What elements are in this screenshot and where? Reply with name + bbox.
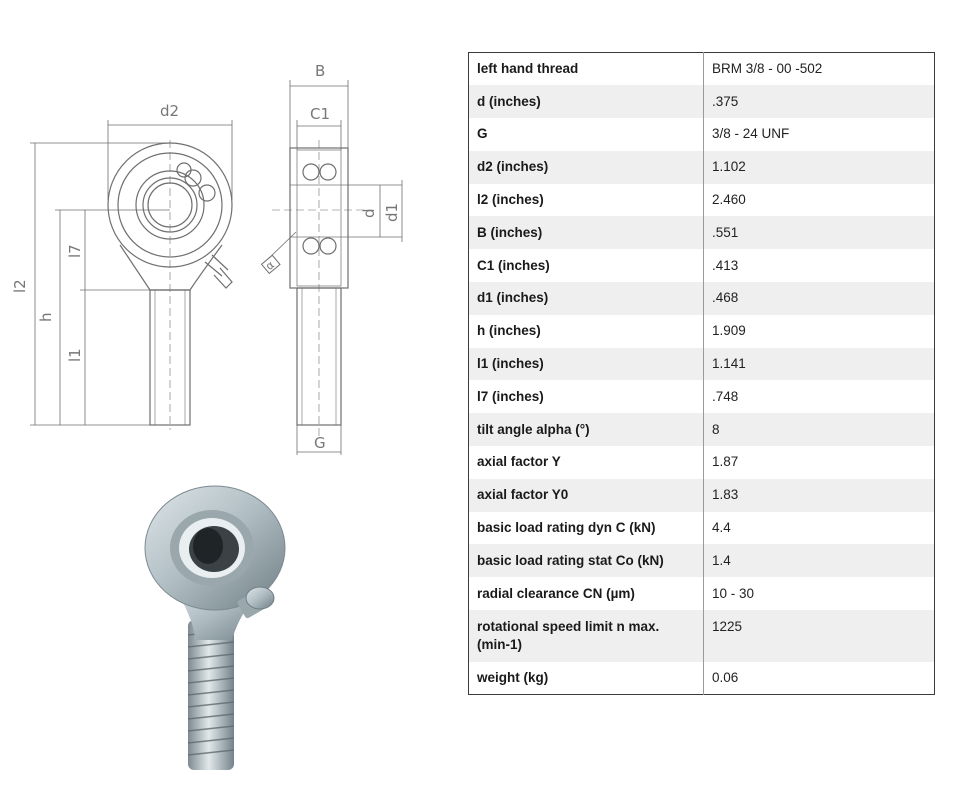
param-value: 1.87 xyxy=(704,446,935,479)
table-row xyxy=(469,446,935,479)
table-row xyxy=(469,610,935,662)
table-row xyxy=(469,216,935,249)
param-label: d (inches) xyxy=(469,85,704,118)
dim-label-l2: l2 xyxy=(11,279,29,293)
param-label: left hand thread xyxy=(469,53,704,86)
param-value: 1.83 xyxy=(704,479,935,512)
table-row xyxy=(469,662,935,695)
dim-label-b: B xyxy=(315,62,326,80)
param-label: l1 (inches) xyxy=(469,348,704,381)
param-label: tilt angle alpha (°) xyxy=(469,413,704,446)
alpha-symbol xyxy=(262,255,281,274)
table-row xyxy=(469,249,935,282)
dim-label-d1: d1 xyxy=(383,202,401,222)
bearing-ball xyxy=(303,164,319,180)
param-label: basic load rating stat Co (kN) xyxy=(469,544,704,577)
table-row xyxy=(469,544,935,577)
param-label: l7 (inches) xyxy=(469,380,704,413)
table-row xyxy=(469,118,935,151)
table-row xyxy=(469,577,935,610)
param-label: B (inches) xyxy=(469,216,704,249)
bearing-ball xyxy=(177,163,191,177)
table-row xyxy=(469,380,935,413)
table-row xyxy=(469,348,935,381)
param-value: 1.4 xyxy=(704,544,935,577)
param-label: h (inches) xyxy=(469,315,704,348)
dim-label-alpha: α xyxy=(263,258,278,273)
technical-drawing xyxy=(0,0,460,470)
param-label: radial clearance CN (µm) xyxy=(469,577,704,610)
param-value: 0.06 xyxy=(704,662,935,695)
table-row xyxy=(469,184,935,217)
param-label: d1 (inches) xyxy=(469,282,704,315)
param-value: 3/8 - 24 UNF xyxy=(704,118,935,151)
dim-label-l1: l1 xyxy=(66,348,84,362)
table-row xyxy=(469,85,935,118)
dim-label-g: G xyxy=(314,434,326,452)
dim-label-d: d xyxy=(360,208,378,218)
product-photo xyxy=(100,470,430,791)
photo-threaded-shank xyxy=(188,620,234,770)
param-label: axial factor Y0 xyxy=(469,479,704,512)
param-value: 10 - 30 xyxy=(704,577,935,610)
table-row xyxy=(469,151,935,184)
param-value: 1.102 xyxy=(704,151,935,184)
table-row xyxy=(469,53,935,86)
table-row xyxy=(469,315,935,348)
param-value: 8 xyxy=(704,413,935,446)
param-label: axial factor Y xyxy=(469,446,704,479)
param-label: G xyxy=(469,118,704,151)
param-value: 1225 xyxy=(704,610,935,662)
param-value: .468 xyxy=(704,282,935,315)
bearing-ball xyxy=(303,238,319,254)
bearing-ball xyxy=(320,238,336,254)
dim-label-h: h xyxy=(37,312,55,322)
param-value: BRM 3/8 - 00 -502 xyxy=(704,53,935,86)
grease-nipple xyxy=(205,255,232,288)
param-value: 1.909 xyxy=(704,315,935,348)
param-label: l2 (inches) xyxy=(469,184,704,217)
param-value: .375 xyxy=(704,85,935,118)
bearing-ball xyxy=(185,170,201,186)
param-value: .551 xyxy=(704,216,935,249)
param-value: .413 xyxy=(704,249,935,282)
param-label: basic load rating dyn C (kN) xyxy=(469,512,704,545)
table-row xyxy=(469,479,935,512)
table-row xyxy=(469,282,935,315)
param-value: 2.460 xyxy=(704,184,935,217)
param-label: d2 (inches) xyxy=(469,151,704,184)
param-value: .748 xyxy=(704,380,935,413)
spec-table xyxy=(468,52,935,695)
param-label: C1 (inches) xyxy=(469,249,704,282)
dim-label-l7: l7 xyxy=(66,244,84,258)
bearing-ball xyxy=(320,164,336,180)
param-label: rotational speed limit n max. (min-1) xyxy=(469,610,704,662)
param-label: weight (kg) xyxy=(469,662,704,695)
table-row xyxy=(469,413,935,446)
dim-label-c1: C1 xyxy=(310,105,331,123)
param-value: 1.141 xyxy=(704,348,935,381)
dim-label-d2: d2 xyxy=(160,102,180,120)
param-value: 4.4 xyxy=(704,512,935,545)
table-row xyxy=(469,512,935,545)
